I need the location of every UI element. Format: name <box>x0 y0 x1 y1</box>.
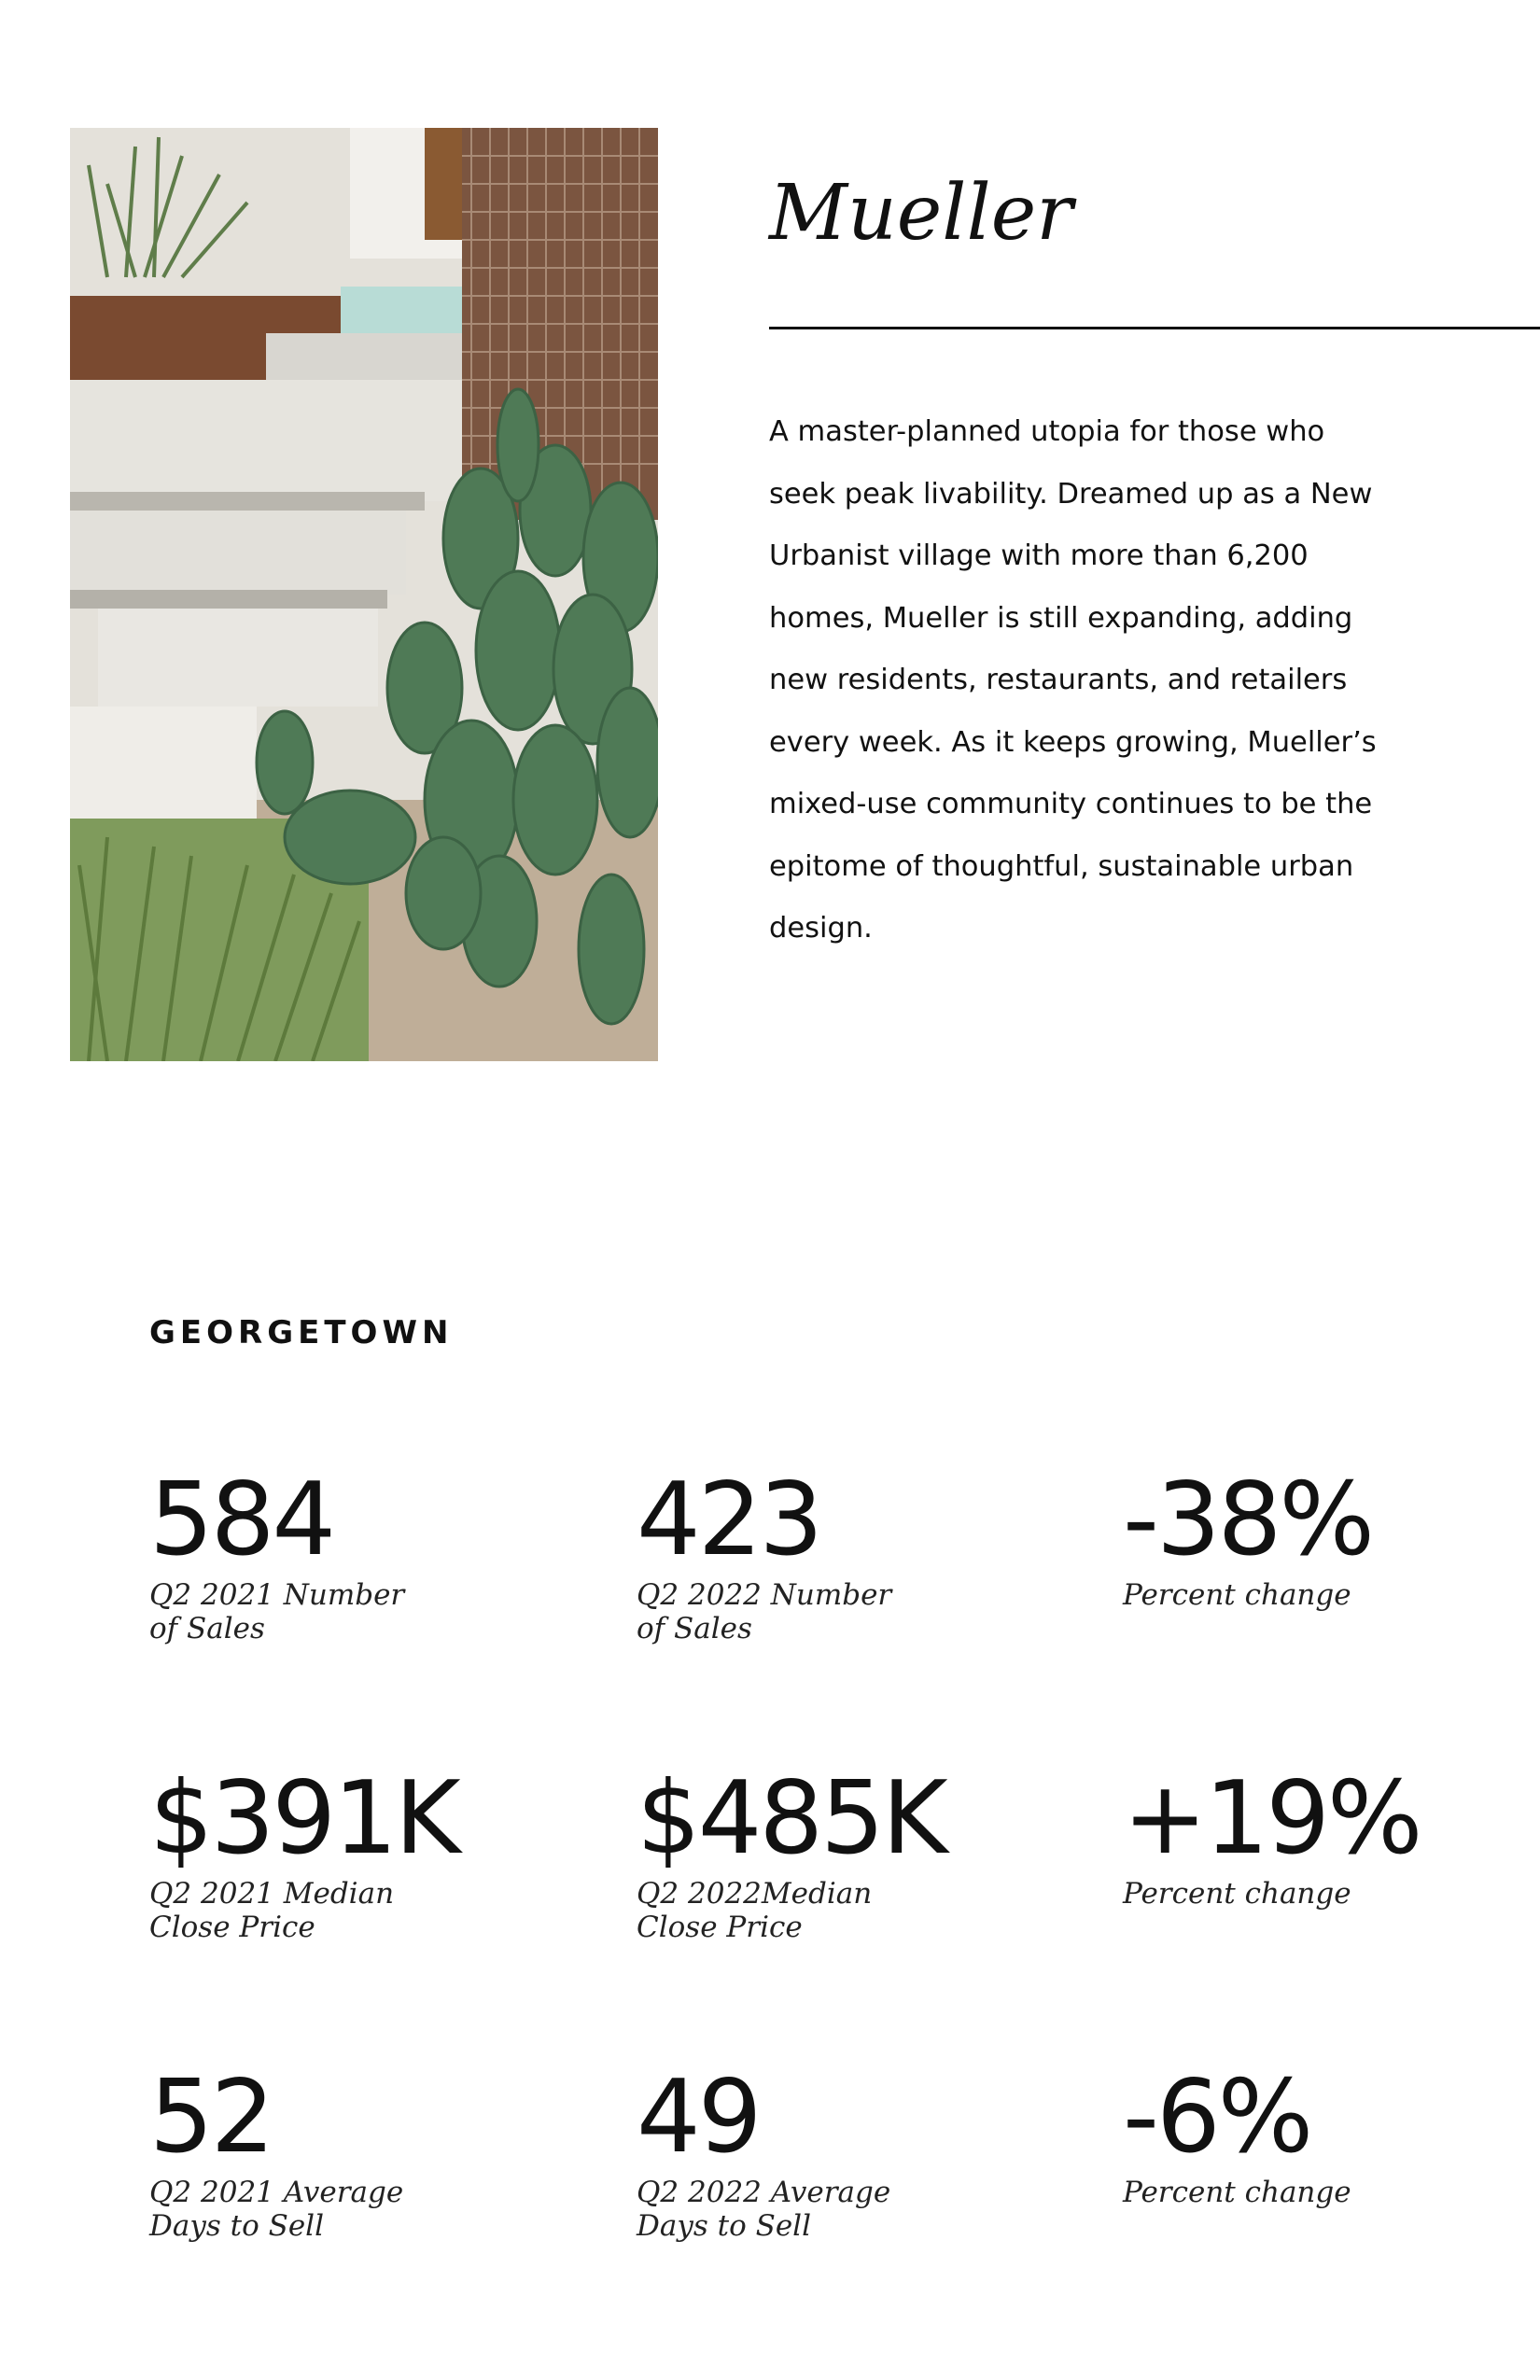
stat-value: +19% <box>1123 1760 1421 1877</box>
stat-label: Percent change <box>1123 2176 1351 2209</box>
stat-label: Q2 2022 Average Days to Sell <box>637 2176 891 2243</box>
stat-days-percent-change <box>1123 2059 1540 2209</box>
stat-label: Percent change <box>1123 1578 1351 1612</box>
stats-section-heading: GEORGETOWN <box>149 1314 454 1351</box>
title-divider <box>769 327 1540 329</box>
neighborhood-photo <box>70 128 658 1061</box>
stat-value: -38% <box>1123 1462 1373 1578</box>
stat-label: Q2 2021 Number of Sales <box>149 1578 405 1645</box>
stat-value: $391K <box>149 1760 458 1877</box>
stat-q2-2021-number-of-sales <box>149 1462 597 1645</box>
stat-label: Percent change <box>1123 1877 1351 1911</box>
stat-value: 423 <box>637 1462 821 1578</box>
stat-price-percent-change <box>1123 1760 1540 1911</box>
stat-q2-2022-median-close-price <box>637 1760 1085 1944</box>
neighborhood-title: Mueller <box>769 169 1073 258</box>
stat-value: -6% <box>1123 2059 1311 2176</box>
stat-q2-2022-average-days-to-sell <box>637 2059 1085 2243</box>
stat-label: Q2 2021 Average Days to Sell <box>149 2176 404 2243</box>
stat-label: Q2 2022 Number of Sales <box>637 1578 892 1645</box>
neighborhood-description: A master-planned utopia for those who seek peak livability. Dreamed up as a New Urbanist village with more than 6,200 homes, Mueller is still expanding, adding new residents, restaurants, and retailers every week. As it keeps growing, Mueller’s mixed-use community continues to be the epitome of thoughtful, sustainable urban design. <box>769 415 1377 945</box>
stat-label: Q2 2022Median Close Price <box>637 1877 873 1944</box>
stat-value: 49 <box>637 2059 760 2176</box>
stat-label: Q2 2021 Median Close Price <box>149 1877 395 1944</box>
stat-value: 584 <box>149 1462 334 1578</box>
stat-value: $485K <box>637 1760 945 1877</box>
stat-sales-percent-change <box>1123 1462 1540 1612</box>
stat-value: 52 <box>149 2059 273 2176</box>
stat-q2-2021-average-days-to-sell <box>149 2059 597 2243</box>
stairs-cactus-photo <box>70 128 658 1061</box>
stat-q2-2022-number-of-sales <box>637 1462 1085 1645</box>
stat-q2-2021-median-close-price <box>149 1760 597 1944</box>
